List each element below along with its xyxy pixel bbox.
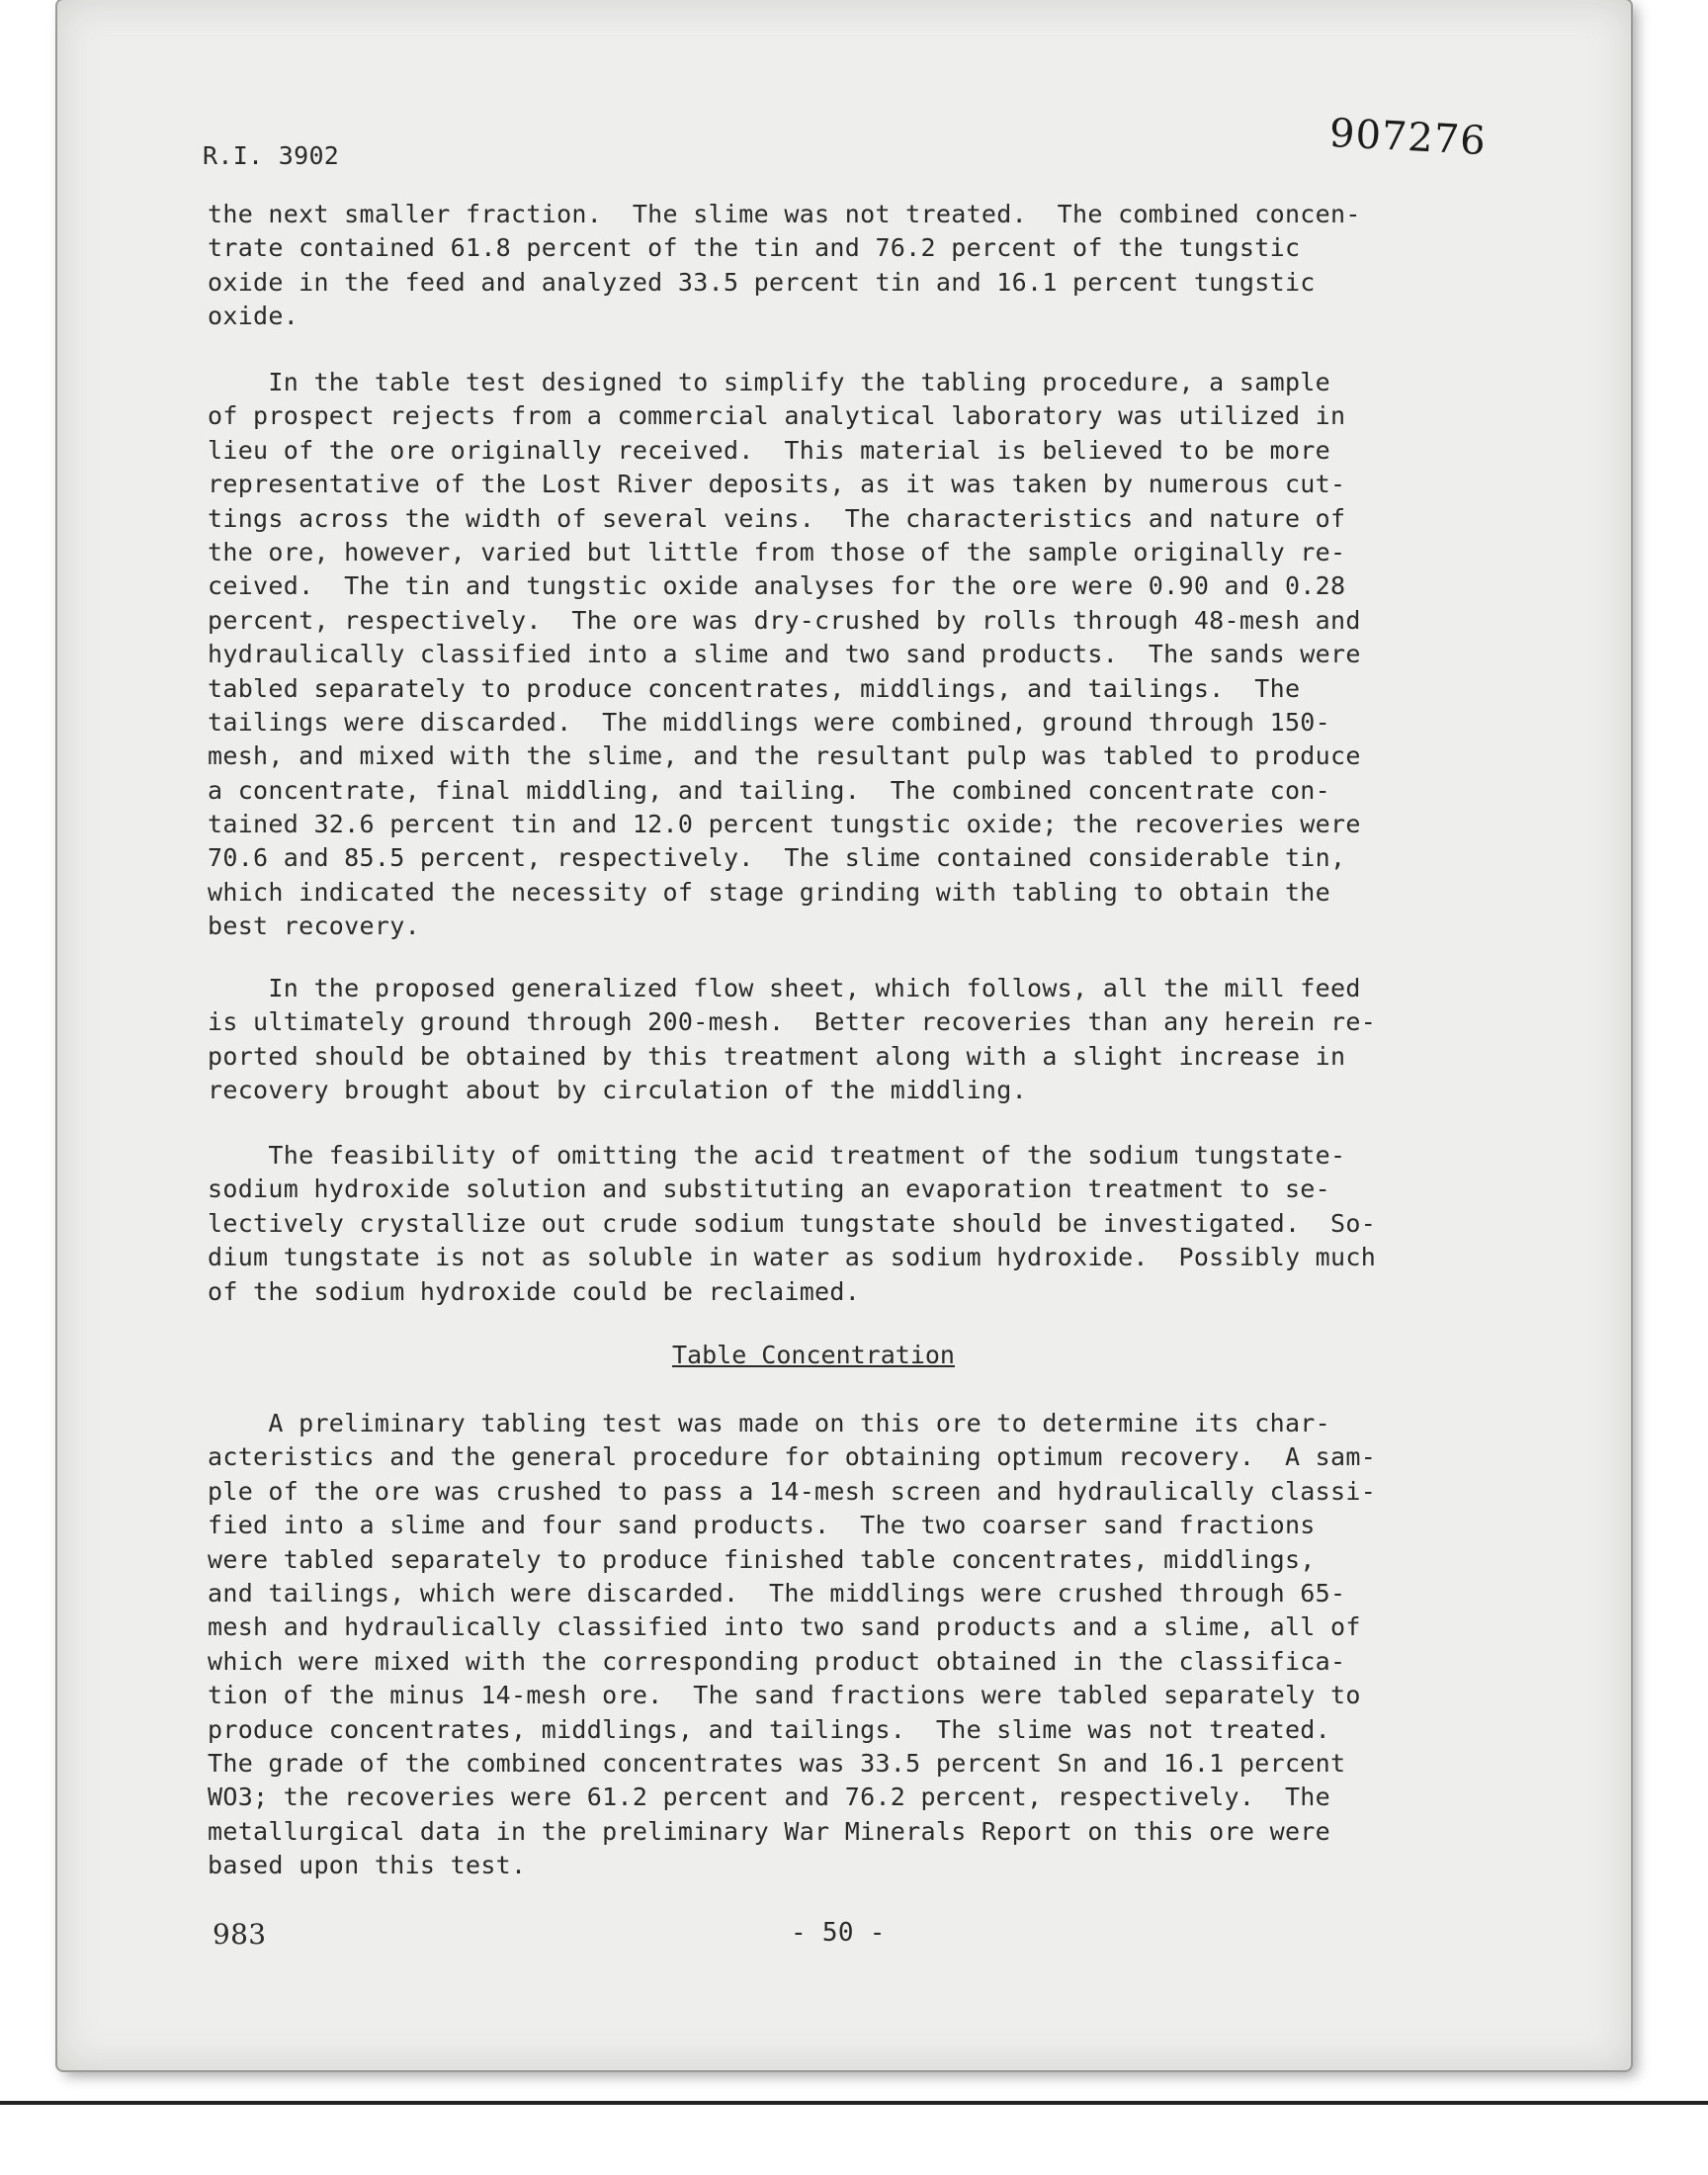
text-line: of prospect rejects from a commercial analytical laboratory was utilized in bbox=[208, 401, 1346, 431]
text-line: oxide. bbox=[208, 302, 299, 331]
text-line: trate contained 61.8 percent of the tin and 76.2 percent of the tungstic bbox=[208, 233, 1301, 263]
text-line: representative of the Lost River deposits, as it was taken by numerous cut- bbox=[208, 470, 1346, 499]
text-line: tained 32.6 percent tin and 12.0 percent tungstic oxide; the recoveries were bbox=[208, 810, 1361, 839]
text-line: The grade of the combined concentrates was 33.5 percent Sn and 16.1 percent bbox=[208, 1748, 1346, 1778]
text-line: tailings were discarded. The middlings were combined, ground through 150- bbox=[208, 707, 1330, 737]
stamp-number: 907276 bbox=[1327, 110, 1488, 165]
text-line: mesh and hydraulically classified into two sand products and a slime, all of bbox=[208, 1612, 1361, 1642]
text-line: which indicated the necessity of stage grinding with tabling to obtain the bbox=[208, 877, 1330, 907]
text-line: the next smaller fraction. The slime was not treated. The combined concen- bbox=[208, 200, 1361, 228]
text-line: 70.6 and 85.5 percent, respectively. The slime contained considerable tin, bbox=[208, 843, 1346, 873]
text-line: acteristics and the general procedure for obtaining optimum recovery. A sam- bbox=[208, 1442, 1377, 1472]
text-line: and tailings, which were discarded. The middlings were crushed through 65- bbox=[208, 1578, 1346, 1608]
text-line: sodium hydroxide solution and substituting an evaporation treatment to se- bbox=[208, 1174, 1330, 1204]
report-id: R.I. 3902 bbox=[203, 141, 340, 170]
text-line: tings across the width of several veins. The characteristics and nature of bbox=[208, 503, 1346, 533]
text-line: fied into a slime and four sand products. The two coarser sand fractions bbox=[208, 1511, 1316, 1540]
text-line: best recovery. bbox=[208, 912, 420, 941]
text-line: In the proposed generalized flow sheet, which follows, all the mill feed bbox=[208, 974, 1361, 1002]
text-line: recovery brought about by circulation of the middling. bbox=[208, 1076, 1027, 1105]
page-number: - 50 - bbox=[791, 1918, 886, 1948]
text-line: A preliminary tabling test was made on this ore to determine its char- bbox=[208, 1409, 1330, 1437]
scan-edge bbox=[0, 2101, 1708, 2105]
paragraph-2 bbox=[208, 366, 1361, 944]
paragraph-3 bbox=[208, 972, 1376, 1108]
paragraph-4 bbox=[208, 1139, 1376, 1309]
footer-code: 983 bbox=[213, 1918, 267, 1951]
text-line: ported should be obtained by this treatment along with a slight increase in bbox=[208, 1041, 1346, 1071]
paragraph-5 bbox=[208, 1407, 1376, 1882]
text-line: dium tungstate is not as soluble in water as sodium hydroxide. Possibly much bbox=[208, 1243, 1377, 1272]
text-line: which were mixed with the corresponding product obtained in the classifica- bbox=[208, 1646, 1346, 1676]
text-line: metallurgical data in the preliminary War Minerals Report on this ore were bbox=[208, 1816, 1330, 1846]
paragraph-1 bbox=[208, 198, 1361, 334]
text-line: In the table test designed to simplify the tabling procedure, a sample bbox=[208, 368, 1330, 396]
text-line: a concentrate, final middling, and tailing. The combined concentrate con- bbox=[208, 775, 1330, 805]
text-line: lectively crystallize out crude sodium tungstate should be investigated. So- bbox=[208, 1208, 1377, 1238]
text-line: lieu of the ore originally received. This material is believed to be more bbox=[208, 435, 1330, 465]
text-line: percent, respectively. The ore was dry-crushed by rolls through 48-mesh and bbox=[208, 605, 1361, 635]
text-line: oxide in the feed and analyzed 33.5 percent tin and 16.1 percent tungstic bbox=[208, 267, 1316, 297]
text-line: based upon this test. bbox=[208, 1851, 527, 1880]
text-line: WO3; the recoveries were 61.2 percent and 76.2 percent, respectively. The bbox=[208, 1783, 1330, 1812]
text-line: The feasibility of omitting the acid treatment of the sodium tungstate- bbox=[208, 1141, 1346, 1170]
text-line: tabled separately to produce concentrates, middlings, and tailings. The bbox=[208, 673, 1301, 703]
text-line: were tabled separately to produce finished table concentrates, middlings, bbox=[208, 1544, 1316, 1574]
text-line: produce concentrates, middlings, and tailings. The slime was not treated. bbox=[208, 1714, 1330, 1744]
section-heading: Table Concentration bbox=[672, 1341, 955, 1369]
text-line: mesh, and mixed with the slime, and the resultant pulp was tabled to produce bbox=[208, 741, 1361, 771]
text-line: ceived. The tin and tungstic oxide analyses for the ore were 0.90 and 0.28 bbox=[208, 571, 1346, 601]
text-line: is ultimately ground through 200-mesh. Better recoveries than any herein re- bbox=[208, 1007, 1377, 1037]
text-line: ple of the ore was crushed to pass a 14-mesh screen and hydraulically classi- bbox=[208, 1476, 1377, 1506]
text-line: the ore, however, varied but little from those of the sample originally re- bbox=[208, 537, 1346, 566]
text-line: of the sodium hydroxide could be reclaimed. bbox=[208, 1276, 861, 1306]
text-line: hydraulically classified into a slime and two sand products. The sands were bbox=[208, 640, 1361, 669]
text-line: tion of the minus 14-mesh ore. The sand fractions were tabled separately to bbox=[208, 1681, 1361, 1710]
